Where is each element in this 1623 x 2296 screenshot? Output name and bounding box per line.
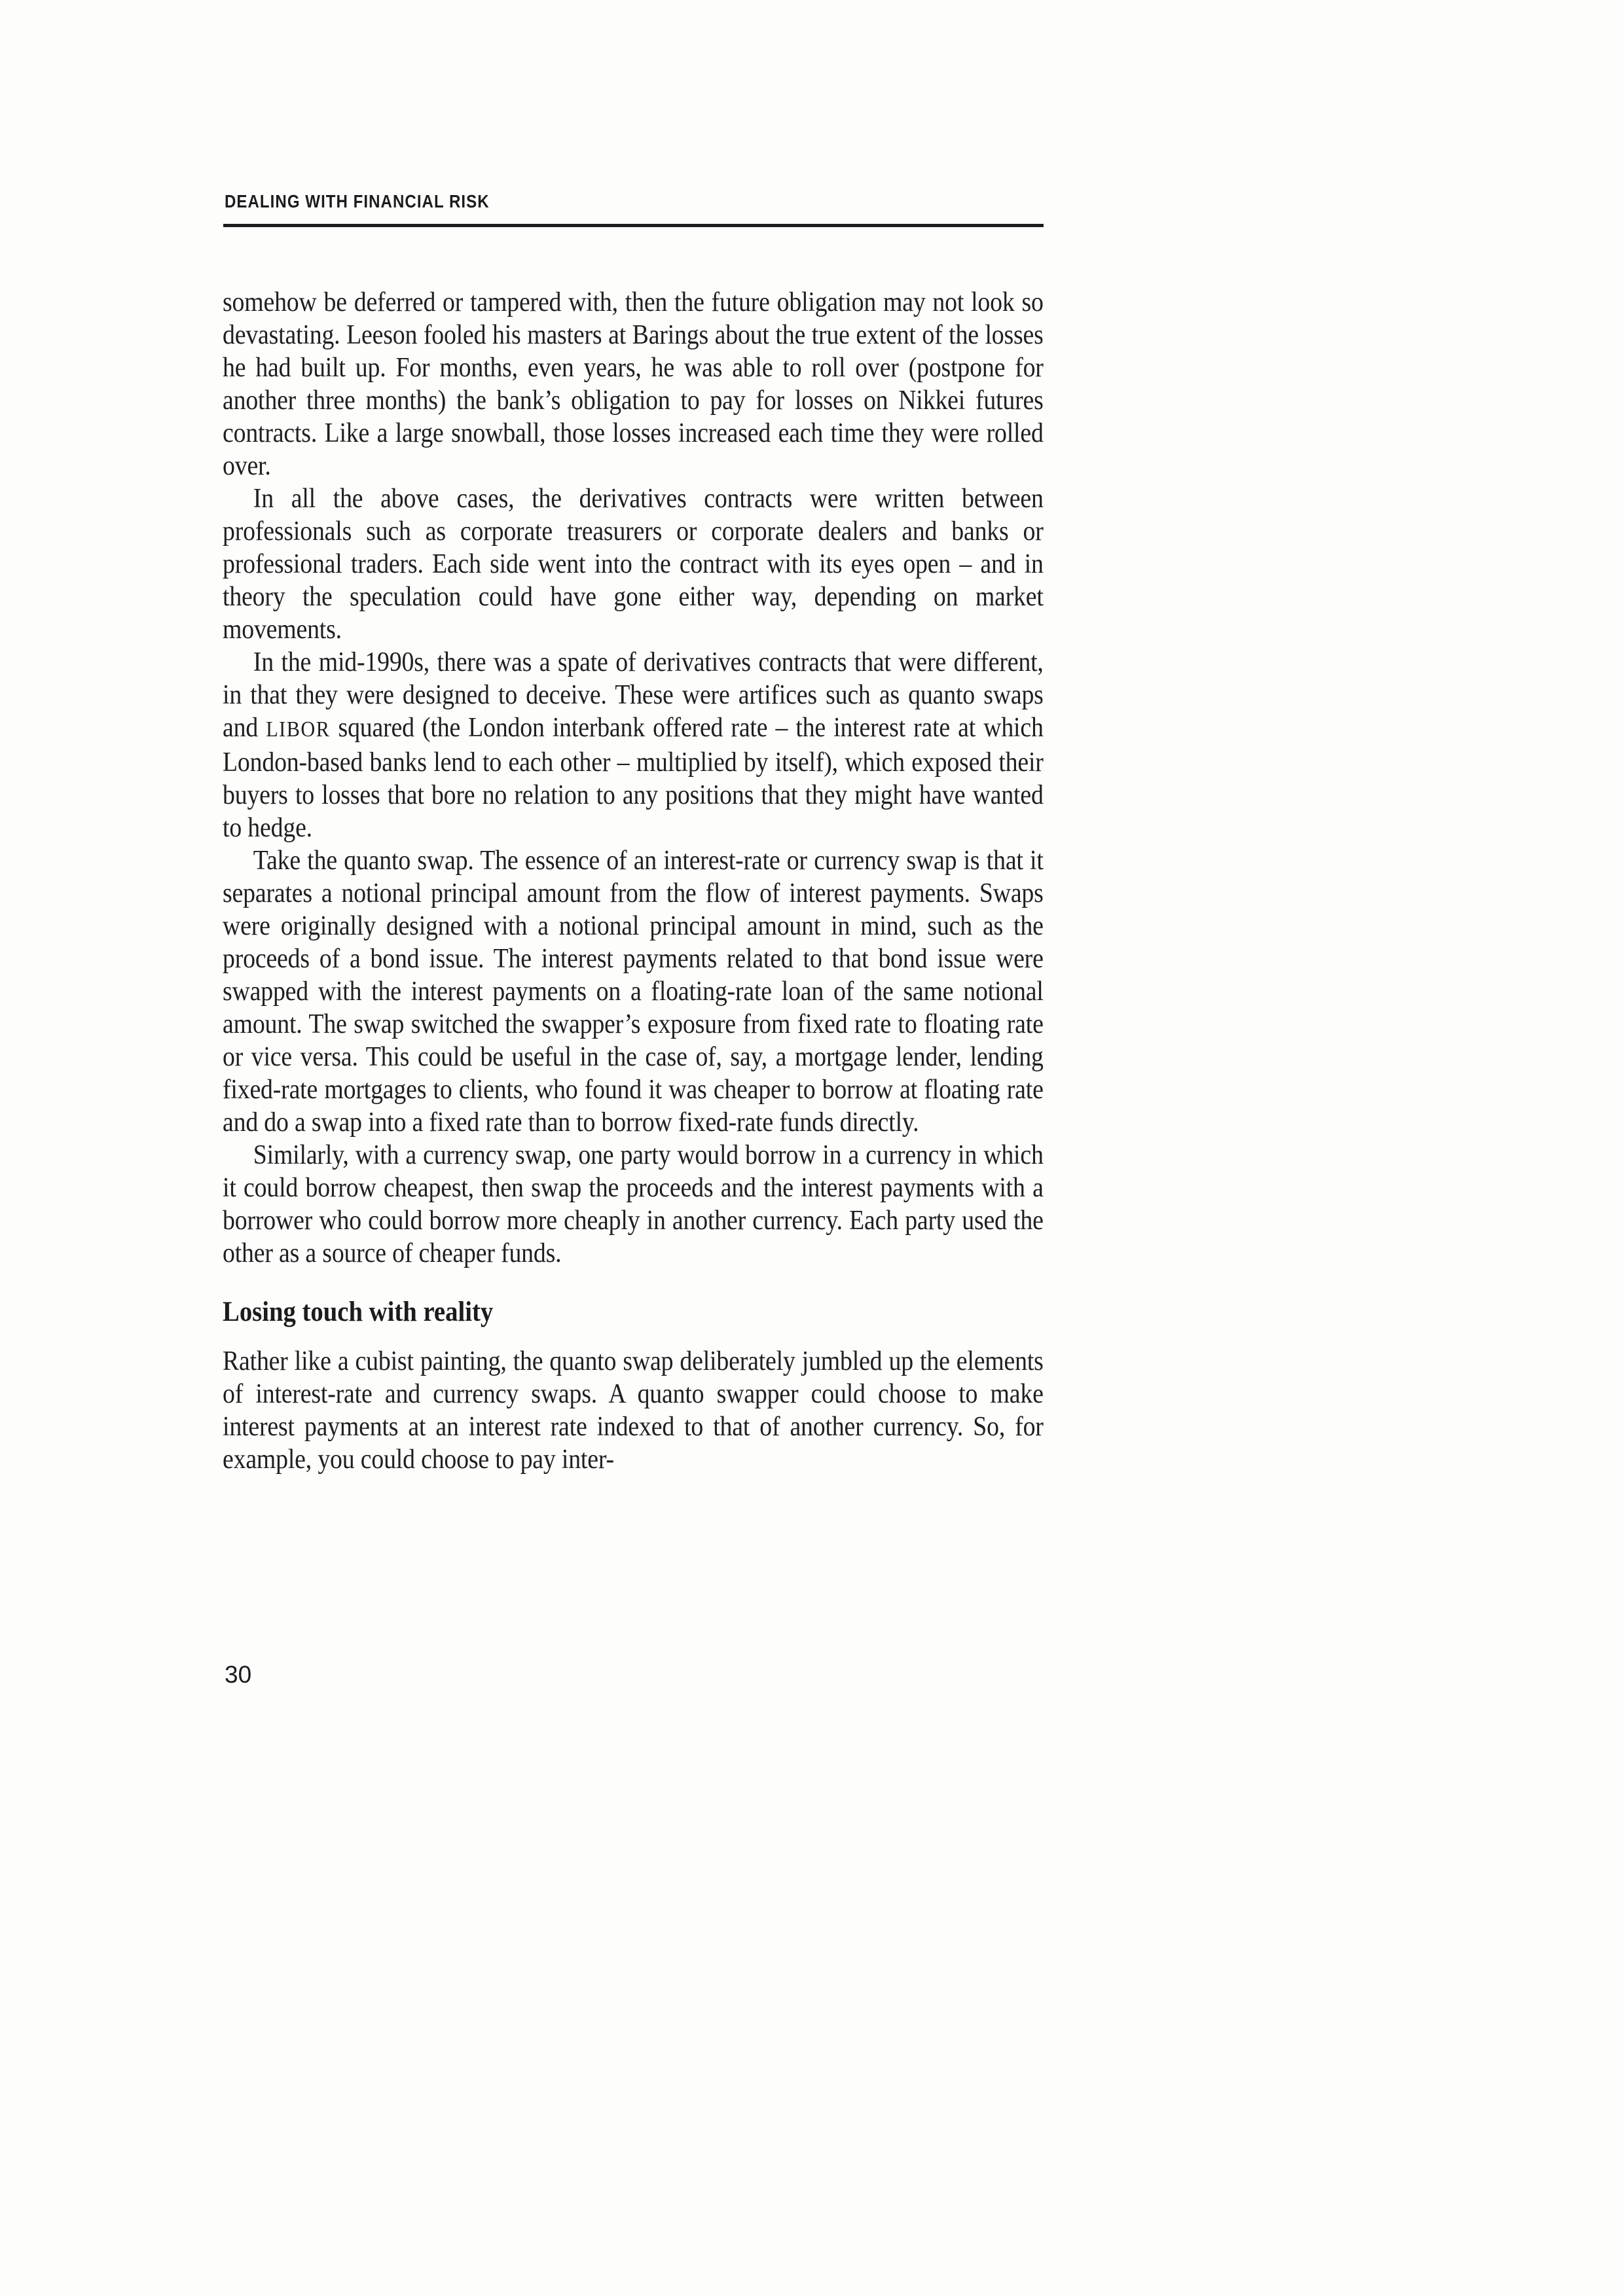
body-paragraph: Similarly, with a currency swap, one party would borrow in a currency in which it could borrow cheapest, then swap the proceeds and the interest payments with a borrower who could borrow more cheaply in another currency. Each party used the other as a source of cheaper funds. (223, 1140, 1044, 1268)
header-rule (223, 224, 1044, 227)
body-paragraph: Rather like a cubist painting, the quanto swap deliberately jumbled up the elements of interest-rate and currency swaps. A quanto swapper could choose to make interest payments at an interest rate indexed to that of another currency. So, for example, you could choose to pay inter- (223, 1346, 1044, 1475)
body-text-column (223, 286, 1044, 1476)
body-paragraph: In all the above cases, the derivatives contracts were written between professionals such as corporate treasurers or corporate dealers and banks or professional traders. Each side went into the contract with its eyes open – and in theory the speculation could have gone either way, depending on market movements. (223, 484, 1044, 645)
section-subheading: Losing touch with reality (223, 1297, 494, 1327)
smallcaps-term: LIBOR (266, 717, 331, 742)
body-paragraph: In the mid-1990s, there was a spate of derivatives contracts that were different, in that they were designed to deceive. These were artifices such as quanto swaps and LIBOR squared (the London interbank offered rate – the interest rate at which London-based banks lend to each other – multiplied by itself), which exposed their buyers to losses that bore no relation to any positions that they might have wanted to hedge. (223, 647, 1044, 843)
body-paragraph: somehow be deferred or tampered with, then the future obligation may not look so devastating. Leeson fooled his masters at Barings about the true extent of the losses he had built up. For months, even years, he was able to roll over (postpone for another three months) the bank’s obligation to pay for losses on Nikkei futures contracts. Like a large snowball, those losses increased each time they were rolled over. (223, 287, 1044, 481)
body-paragraph: Take the quanto swap. The essence of an interest-rate or currency swap is that it separates a notional principal amount from the flow of interest payments. Swaps were originally designed with a notional principal amount in mind, such as the proceeds of a bond issue. The interest payments related to that bond issue were swapped with the interest payments on a floating-rate loan of the same notional amount. The swap switched the swapper’s exposure from fixed rate to floating rate or vice versa. This could be useful in the case of, say, a mortgage lender, lending fixed-rate mortgages to clients, who found it was cheaper to borrow at floating rate and do a swap into a fixed rate than to borrow fixed-rate funds directly. (223, 846, 1044, 1138)
running-head: DEALING WITH FINANCIAL RISK (225, 191, 490, 211)
page-number: 30 (225, 1661, 252, 1688)
